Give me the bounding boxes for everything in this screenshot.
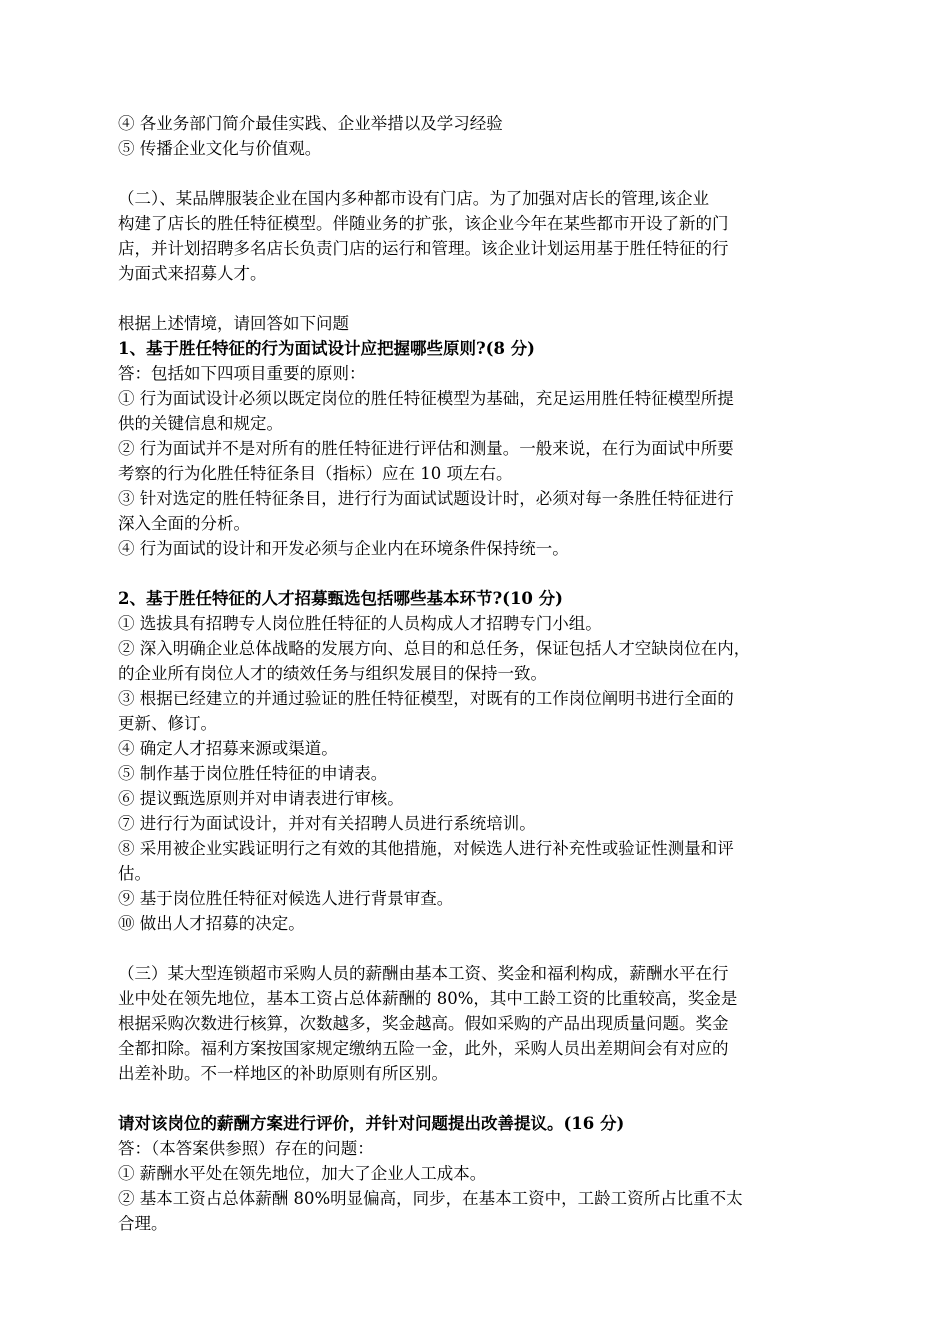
spacer [118, 936, 840, 961]
text-line: 出差补助。不一样地区的补助原则有所区别。 [118, 1064, 448, 1083]
list-item: ④ 行为面试的设计和开发必须与企业内在环境条件保持统一。 [118, 539, 569, 558]
case-two-paragraph [118, 186, 840, 286]
list-item: ② 基本工资占总体薪酬 80%明显偏高，同步，在基本工资中，工龄工资所占比重不太 [118, 1189, 743, 1208]
case-three-paragraph [118, 961, 840, 1086]
list-item: ③ 针对选定的胜任特征条目，进行行为面试试题设计时，必须对每一条胜任特征进行 [118, 489, 734, 508]
answer-intro: 答：包括如下四项目重要的原则： [118, 364, 366, 383]
list-item: ④ 确定人才招募来源或渠道。 [118, 739, 338, 758]
question-heading-1: 1、基于胜任特征的行为面试设计应把握哪些原则?(8 分) [118, 339, 535, 358]
list-item: ⑥ 提议甄选原则并对申请表进行审核。 [118, 789, 404, 808]
text-line: （三）某大型连锁超市采购人员的薪酬由基本工资、奖金和福利构成，薪酬水平在行 [118, 964, 729, 983]
list-item-continuation: 估。 [118, 864, 151, 883]
question-heading-3: 请对该岗位的薪酬方案进行评价，并针对问题提出改善提议。(16 分) [118, 1114, 625, 1133]
list-item: ③ 根据已经建立的并通过验证的胜任特征模型，对既有的工作岗位阐明书进行全面的 [118, 689, 734, 708]
text-line: 为面式来招募人才。 [118, 264, 267, 283]
text-line: （二）、某品牌服装企业在国内多种都市设有门店。为了加强对店长的管理,该企业 [118, 189, 709, 208]
list-item: ⑨ 基于岗位胜任特征对候选人进行背景审查。 [118, 889, 454, 908]
list-item-continuation: 的企业所有岗位人才的绩效任务与组织发展目的保持一致。 [118, 664, 547, 683]
text-line: 根据采购次数进行核算，次数越多，奖金越高。假如采购的产品出现质量问题。奖金 [118, 1014, 729, 1033]
list-item: ④ 各业务部门简介最佳实践、企业举措以及学习经验 [118, 114, 503, 133]
question-heading-2: 2、基于胜任特征的人才招募甄选包括哪些基本环节?(10 分) [118, 589, 563, 608]
spacer [118, 561, 840, 586]
list-item-continuation: 考察的行为化胜任特征条目（指标）应在 10 项左右。 [118, 464, 513, 483]
text-line: 店，并计划招聘多名店长负责门店的运行和管理。该企业计划运用基于胜任特征的行 [118, 239, 729, 258]
spacer [118, 161, 840, 186]
instruction-text: 根据上述情境，请回答如下问题 [118, 314, 349, 333]
list-item: ① 行为面试设计必须以既定岗位的胜任特征模型为基础，充足运用胜任特征模型所提 [118, 389, 734, 408]
list-item: ⑩ 做出人才招募的决定。 [118, 914, 305, 933]
list-item: ② 行为面试并不是对所有的胜任特征进行评估和测量。一般来说，在行为面试中所要 [118, 439, 734, 458]
list-item-continuation: 深入全面的分析。 [118, 514, 250, 533]
list-item: ② 深入明确企业总体战略的发展方向、总目的和总任务，保证包括人才空缺岗位在内， [118, 639, 751, 658]
list-item: ① 选拔具有招聘专人岗位胜任特征的人员构成人才招聘专门小组。 [118, 614, 602, 633]
document-page [118, 111, 840, 1236]
list-item: ⑧ 采用被企业实践证明行之有效的其他措施，对候选人进行补充性或验证性测量和评 [118, 839, 734, 858]
list-item-continuation: 供的关键信息和规定。 [118, 414, 283, 433]
list-item-continuation: 更新、修订。 [118, 714, 217, 733]
list-item: ⑤ 制作基于岗位胜任特征的申请表。 [118, 764, 388, 783]
list-item: ⑤ 传播企业文化与价值观。 [118, 139, 322, 158]
list-item-continuation: 合理。 [118, 1214, 168, 1233]
spacer [118, 1086, 840, 1111]
text-line: 全都扣除。福利方案按国家规定缴纳五险一金，此外，采购人员出差期间会有对应的 [118, 1039, 729, 1058]
text-line: 业中处在领先地位，基本工资占总体薪酬的 80%，其中工龄工资的比重较高，奖金是 [118, 989, 738, 1008]
answer-intro: 答：（本答案供参照）存在的问题： [118, 1139, 374, 1158]
list-item: ① 薪酬水平处在领先地位，加大了企业人工成本。 [118, 1164, 487, 1183]
spacer [118, 286, 840, 311]
list-item: ⑦ 进行行为面试设计，并对有关招聘人员进行系统培训。 [118, 814, 536, 833]
text-line: 构建了店长的胜任特征模型。伴随业务的扩张，该企业今年在某些都市开设了新的门 [118, 214, 729, 233]
